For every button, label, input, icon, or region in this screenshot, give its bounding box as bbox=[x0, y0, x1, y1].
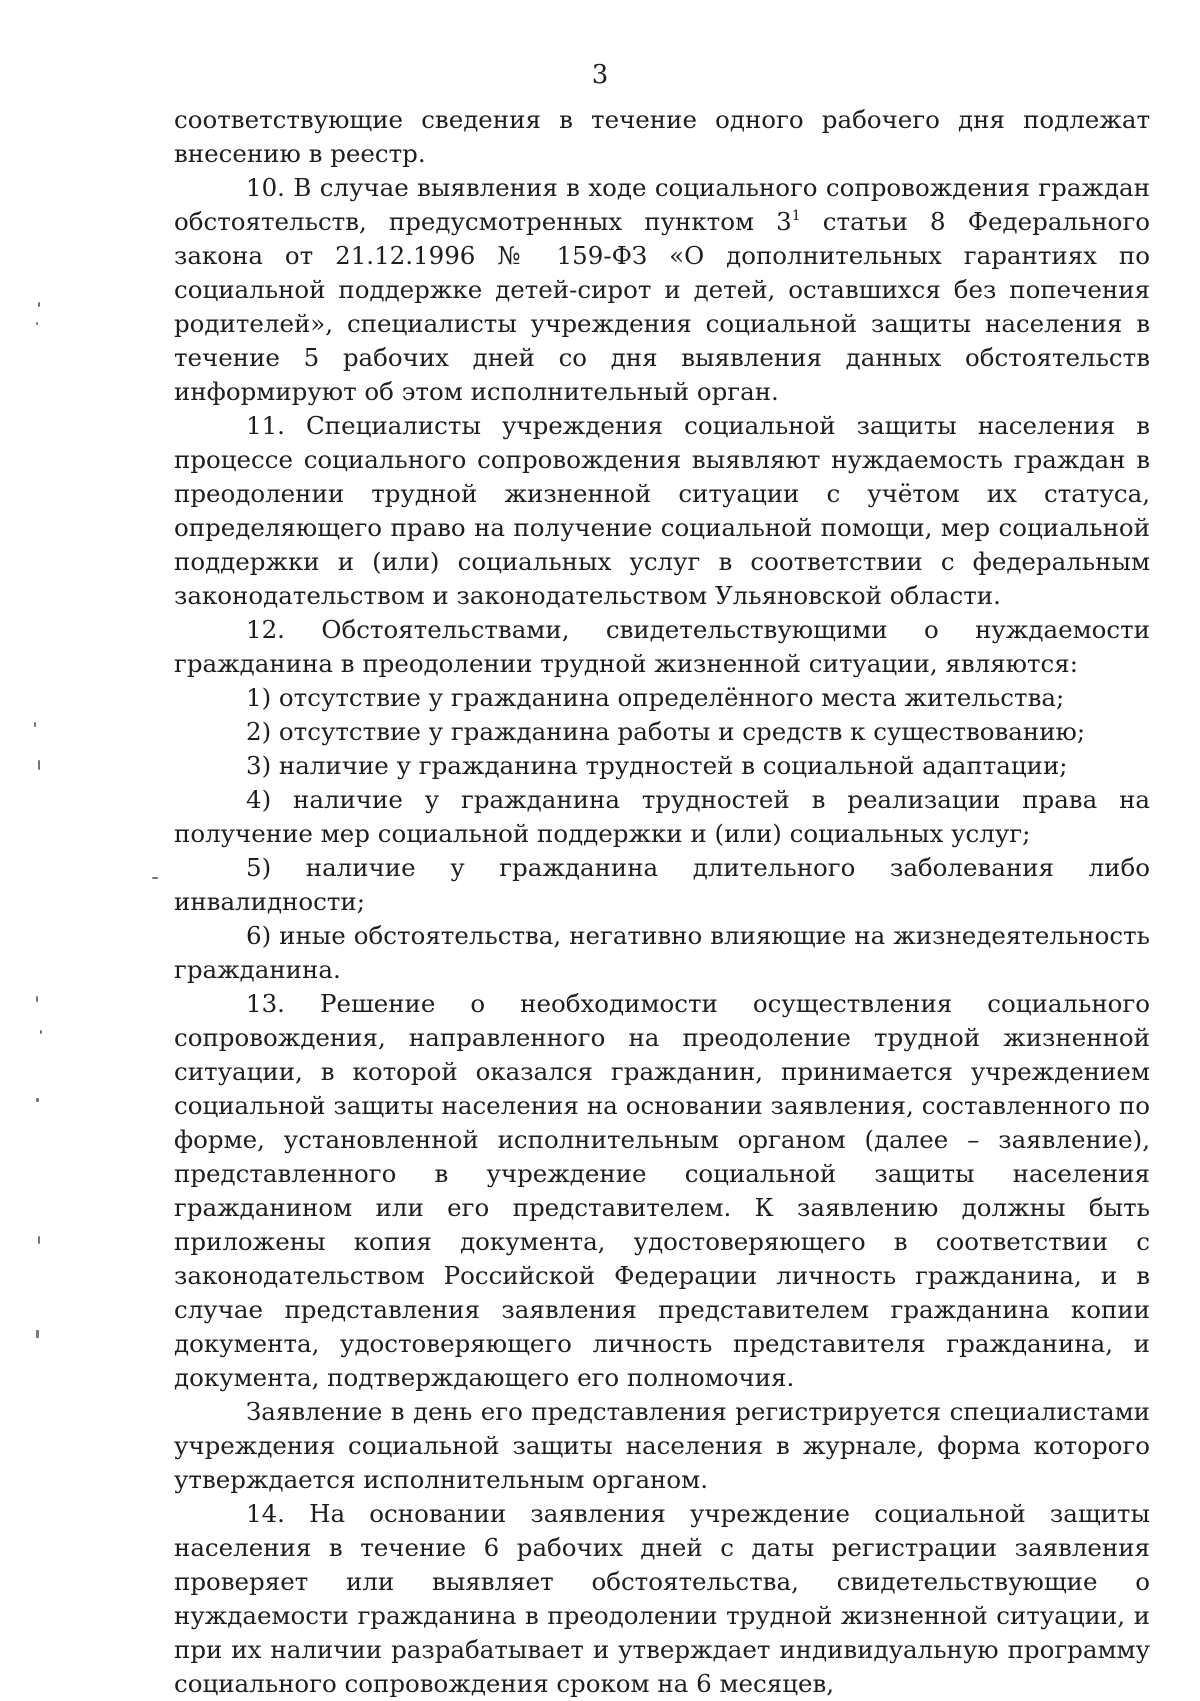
list-item: 6) иные обстоятельства, негативно влияющие на жизнедеятельность гражданина. bbox=[174, 921, 1150, 984]
superscript-mark: 1 bbox=[791, 208, 801, 224]
document-body bbox=[174, 103, 1150, 1701]
scan-speck bbox=[36, 322, 38, 325]
paragraph-continuation: соответствующие сведения в течение одного рабочего дня подлежат внесению в реестр. bbox=[174, 105, 1150, 168]
scan-speck bbox=[152, 877, 158, 879]
scan-speck bbox=[36, 996, 38, 1002]
list-item: 1) отсутствие у гражданина определённого места жительства; bbox=[246, 683, 1065, 712]
scan-speck bbox=[36, 1098, 39, 1102]
paragraph-10 bbox=[174, 171, 1150, 409]
scan-speck bbox=[36, 1330, 39, 1338]
paragraph-11: 11. Специалисты учреждения социальной защиты населения в процессе социального сопровождения выявляют нуждаемость граждан в преодолении трудной жизненной ситуации с учётом их статуса, определяющего право на получение социальной помощи, мер социальной поддержки и (или) социальных услуг в соответствии с федеральным законодательством и законодательством Ульяновской области. bbox=[174, 411, 1150, 610]
list-item: 4) наличие у гражданина трудностей в реализации права на получение мер социальной поддержки и (или) социальных услуг; bbox=[174, 785, 1150, 848]
paragraph-10-text-after: статьи 8 Федерального закона от 21.12.1996 № 159-ФЗ «О дополнительных гарантиях по социальной поддержке детей-сирот и детей, оставшихся без попечения родителей», специалисты учреждения социальной защиты населения в течение 5 рабочих дней со дня выявления данных обстоятельств информируют об этом исполнительный орган. bbox=[174, 207, 1150, 406]
list-item: 2) отсутствие у гражданина работы и средств к существованию; bbox=[246, 717, 1086, 746]
scan-speck bbox=[40, 1030, 42, 1034]
list-item: 3) наличие у гражданина трудностей в социальной адаптации; bbox=[246, 751, 1068, 780]
page-number: 3 bbox=[591, 60, 609, 90]
scan-speck bbox=[38, 302, 40, 307]
paragraph-13-registration: Заявление в день его представления регистрируется специалистами учреждения социальной защиты населения в журнале, форма которого утверждается исполнительным органом. bbox=[174, 1397, 1150, 1494]
paragraph-12: 12. Обстоятельствами, свидетельствующими о нуждаемости гражданина в преодолении трудной жизненной ситуации, являются: bbox=[174, 615, 1150, 678]
scan-speck bbox=[38, 1236, 40, 1244]
paragraph-10-text-before: 10. В случае выявления в ходе социального сопровождения граждан обстоятельств, предусмотренных пунктом 3 bbox=[174, 173, 1150, 236]
list-item: 5) наличие у гражданина длительного заболевания либо инвалидности; bbox=[174, 853, 1150, 916]
scan-speck bbox=[38, 760, 40, 770]
paragraph-14: 14. На основании заявления учреждение социальной защиты населения в течение 6 рабочих дней с даты регистрации заявления проверяет или выявляет обстоятельства, свидетельствующие о нуждаемости гражданина в преодолении трудной жизненной ситуации, и при их наличии разрабатывает и утверждает индивидуальную программу социального сопровождения сроком на 6 месяцев, bbox=[174, 1499, 1150, 1698]
scan-speck bbox=[34, 722, 36, 727]
paragraph-13: 13. Решение о необходимости осуществления социального сопровождения, направленного на преодоление трудной жизненной ситуации, в которой оказался гражданин, принимается учреждением социальной защиты населения на основании заявления, составленного по форме, установленной исполнительным органом (далее – заявление), представленного в учреждение социальной защиты населения гражданином или его представителем. К заявлению должны быть приложены копия документа, удостоверяющего в соответствии с законодательством Российской Федерации личность гражданина, и в случае представления заявления представителем гражданина копии документа, удостоверяющего личность представителя гражданина, и документа, подтверждающего его полномочия. bbox=[174, 989, 1150, 1392]
